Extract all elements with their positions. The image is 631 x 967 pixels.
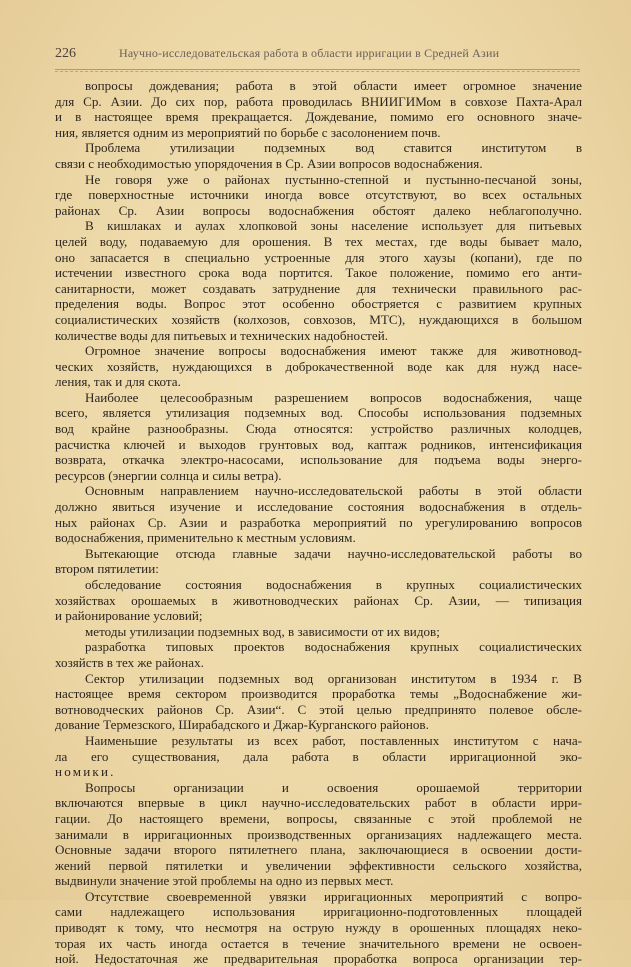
text-line: включаются впервые в цикл научно-исследовательских работ в области ирри- (55, 795, 582, 811)
paragraph (55, 733, 582, 780)
text-line: Основным направлением научно-исследовательской работы в этой области (85, 483, 582, 499)
text-line: вотноводческих районов Ср. Азии“. С этой целью предпринято полевое обсле- (55, 701, 582, 717)
text-line: методы утилизации подземных вод, в зависимости от их видов; (85, 623, 440, 639)
text-line: обследование состояния водоснабжения в крупных социалистических (85, 577, 582, 592)
paragraph (55, 889, 582, 967)
text-line: выдвинули значение этой проблемы на одно из первых мест. (55, 873, 394, 889)
paragraph (55, 546, 582, 577)
paragraph (55, 390, 582, 484)
text-line: ческих хозяйств, нуждающихся в доброкачественной воде как для нужд насе- (55, 358, 582, 374)
text-line: хозяйствах орошаемых в животноводческих районах Ср. Азии, — типизация (55, 592, 582, 608)
text-line: настоящее время сектором производится проработка темы „Водоснабжение жи- (55, 686, 582, 702)
text-line: хозяйств в тех же районах. (55, 654, 204, 670)
text-line: ных районах Ср. Азии и разработка мероприятий по урегулированию вопросов (55, 514, 582, 530)
paragraph (55, 483, 582, 545)
text-line: и районирование условий; (55, 608, 203, 624)
text-line: В кишлаках и аулах хлопковой зоны население использует для питьевых (85, 218, 582, 234)
text-line: сами надлежащего использования ирригационно-подготовленных площадей (55, 904, 582, 920)
text-line: оно запасается в специально устроенные для этого хаузы (копани), где по (55, 249, 582, 265)
text-line: Огромное значение вопросы водоснабжения имеют также для животновод- (85, 343, 582, 359)
text-line: разработка типовых проектов водоснабжения крупных социалистических (85, 639, 582, 655)
paragraph (55, 671, 582, 733)
text-line: районах Ср. Азии вопросы водоснабжения обстоят далеко неблагополучно. (55, 202, 582, 218)
text-line: ной. Недостаточная же предварительная проработка вопроса организации тер- (55, 951, 582, 967)
paragraph (55, 78, 582, 140)
text-line: Вопросы организации и освоения орошаемой территории (85, 779, 582, 795)
text-line: жений первой пятилетки и увеличении эффективности сельского хозяйства, (55, 857, 582, 873)
text-line: занимали в ирригационных производственных организациях надлежащего места. (55, 826, 582, 842)
list-item (55, 624, 582, 640)
running-title: Научно-исследовательская работа в области ирригации в Средней Азии (119, 46, 500, 60)
text-line: для Ср. Азии. До сих пор, работа проводилась ВНИИГИМом в совхозе Пахта-Арал (55, 93, 582, 109)
text-line: вод крайне разнообразны. Сюда относятся: устройство различных колодцев, (55, 421, 582, 437)
text-line: и в настоящее время прекращается. Дождевание, помимо его основного значе- (55, 109, 582, 125)
paragraph (55, 780, 582, 889)
text-line: Не говоря уже о районах пустынно-степной и пустынно-песчаной зоны, (85, 171, 582, 187)
text-line: связи с необходимостью упорядочения в Ср. Азии вопросов водоснабжения. (55, 155, 483, 171)
text-line: Основные задачи второго пятилетнего плана, заключающиеся в освоении дости- (55, 842, 582, 858)
page-number: 226 (55, 46, 76, 61)
paragraph (55, 218, 582, 343)
list-item (55, 639, 582, 670)
text-line: количестве воды для питьевых и технических надобностей. (55, 327, 388, 343)
text-line: торая их часть иногда остается в течение значительного времени не освоен- (55, 935, 582, 951)
text-line: расчистка ключей и выходов грунтовых вод, каптаж родников, интенсификация (55, 436, 582, 452)
page-header (55, 46, 580, 66)
text-line: втором пятилетии: (55, 561, 159, 577)
text-line: целей воду, подаваемую для орошения. В тех местах, где воды бывает мало, (55, 233, 582, 249)
text-line: всего, является утилизация подземных вод. Способы использования подземных (55, 405, 582, 421)
text-line: где поверхностные источники иногда вовсе отсутствуют, во всех остальных (55, 187, 582, 203)
text-line: возврата, откачка электро-насосами, использование для подъема воды энерго- (55, 452, 582, 468)
text-line: гации. До настоящего времени, вопросы, связанные с этой проблемой не (55, 810, 582, 826)
text-line: номики. (55, 764, 116, 780)
paragraph (55, 140, 582, 171)
text-line: Сектор утилизации подземных вод организован институтом в 1934 г. В (85, 670, 582, 686)
text-line: социалистических хозяйств (колхозов, совхозов, МТС), нуждающихся в большом (55, 311, 582, 327)
text-line: ния, является одним из мероприятий по борьбе с засолонением почв. (55, 124, 441, 140)
text-line: Вытекающие отсюда главные задачи научно-исследовательской работы во (85, 545, 582, 561)
text-line: дование Термезского, Ширабадского и Джар-Курганского районов. (55, 717, 429, 733)
text-line: должно явиться изучение и исследование состояния водоснабжения в отдель- (55, 499, 582, 515)
text-line: ресурсов (энергии солнца и силы ветра). (55, 467, 282, 483)
text-line: истечении известного срока вода портится. Такое положение, помимо его анти- (55, 265, 582, 281)
text-line: Проблема утилизации подземных вод ставится институтом в (85, 140, 582, 156)
list-item (55, 577, 582, 624)
text-line: вопросы дождевания; работа в этой области имеет огромное значение (85, 78, 582, 93)
text-line: водоснабжения, применительно к местным условиям. (55, 530, 356, 546)
text-line: Наиболее целесообразным разрешением вопросов водоснабжения, чаще (85, 389, 582, 405)
paragraph (55, 343, 582, 390)
text-line: пределения воды. Вопрос этот особенно обостряется с развитием крупных (55, 296, 582, 312)
paragraph (55, 172, 582, 219)
text-line: Наименьшие результаты из всех работ, поставленных институтом с нача- (85, 732, 582, 748)
text-line: Отсутствие своевременной увязки ирригационных мероприятий с вопро- (85, 888, 582, 904)
text-line: приводят к тому, что несмотря на острую нужду в орошенных площадях неко- (55, 920, 582, 936)
text-line: ла его существования, дала работа в области ирригационной эко- (55, 748, 582, 764)
header-rule (55, 69, 580, 72)
text-line: санитарности, может создавать затруднение для технически правильного рас- (55, 280, 582, 296)
body-text (55, 78, 582, 967)
text-line: ления, так и для скота. (55, 374, 181, 390)
